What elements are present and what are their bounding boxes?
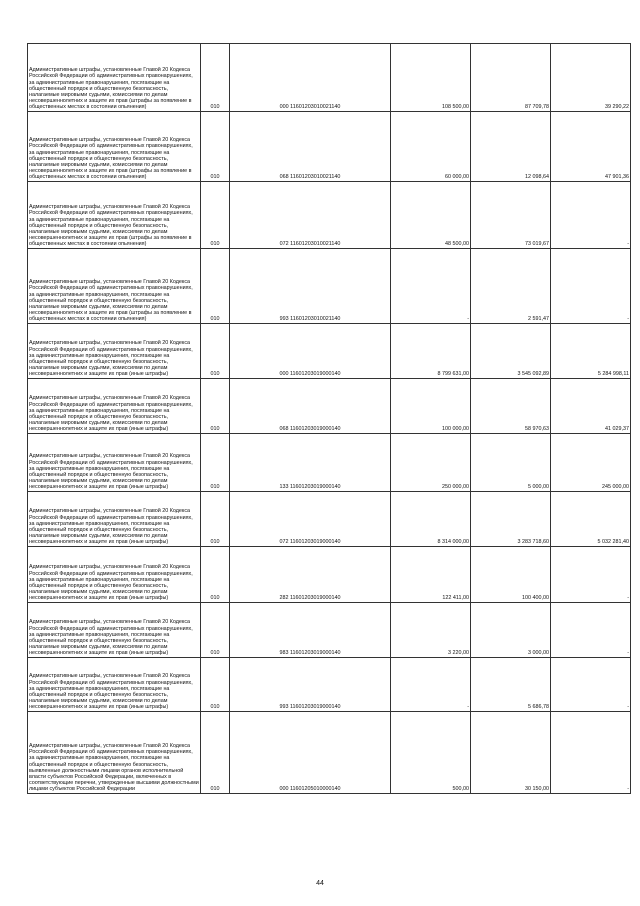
budget-code-cell: 068 11601203010021140 (230, 112, 391, 182)
executed-cell: 5 686,78 (471, 658, 551, 712)
table-row (28, 492, 631, 547)
approved-cell: 48 500,00 (391, 182, 471, 249)
description-text: Административные штрафы, установленные Главой 20 Кодекса Российской Федерации об административных правонарушениях, за административные правонарушения, посягающие на общественный порядок и общественную безопасность, налагаемые мировыми судьями, комиссиями по делам несовершеннолетних и защите их прав (штрафы за появление в общественных местах в состоянии опьянения) (29, 279, 193, 322)
table-row (28, 182, 631, 249)
budget-code-cell: 000 11601203019000140 (230, 324, 391, 379)
unexecuted-cell: - (551, 658, 631, 712)
row-description (28, 324, 201, 379)
budget-code-cell: 983 11601203019000140 (230, 603, 391, 658)
table-row (28, 249, 631, 324)
approved-cell: 500,00 (391, 712, 471, 794)
approved-cell: 8 799 631,00 (391, 324, 471, 379)
row-description (28, 182, 201, 249)
executed-cell: 3 000,00 (471, 603, 551, 658)
row-description (28, 379, 201, 434)
approved-cell: 8 314 000,00 (391, 492, 471, 547)
approved-cell: 3 220,00 (391, 603, 471, 658)
approved-cell: 60 000,00 (391, 112, 471, 182)
row-description (28, 492, 201, 547)
approved-cell: - (391, 249, 471, 324)
description-text: Административные штрафы, установленные Главой 20 Кодекса Российской Федерации об административных правонарушениях, за административные правонарушения, посягающие на общественный порядок и общественную безопасность, налагаемые мировыми судьями, комиссиями по делам несовершеннолетних и защите их прав (штрафы за появление в общественных местах в состоянии опьянения) (29, 137, 193, 180)
budget-code-cell: 072 11601203019000140 (230, 492, 391, 547)
line-code-cell: 010 (201, 112, 230, 182)
line-code-cell: 010 (201, 44, 230, 112)
description-text: Административные штрафы, установленные Главой 20 Кодекса Российской Федерации об административных правонарушениях, за административные правонарушения, посягающие на общественный порядок и общественную безопасность, налагаемые мировыми судьями, комиссиями по делам несовершеннолетних и защите их прав (иные штрафы) (29, 395, 193, 432)
approved-cell: - (391, 658, 471, 712)
row-description (28, 434, 201, 492)
table-row (28, 658, 631, 712)
line-code-cell: 010 (201, 547, 230, 603)
unexecuted-cell: 41 029,37 (551, 379, 631, 434)
row-description (28, 658, 201, 712)
table-row (28, 603, 631, 658)
row-description (28, 112, 201, 182)
budget-code-cell: 068 11601203019000140 (230, 379, 391, 434)
row-description (28, 603, 201, 658)
executed-cell: 58 970,63 (471, 379, 551, 434)
line-code-cell: 010 (201, 658, 230, 712)
executed-cell: 73 019,67 (471, 182, 551, 249)
report-sheet (27, 43, 629, 794)
unexecuted-cell: 39 290,22 (551, 44, 631, 112)
description-text: Административные штрафы, установленные Главой 20 Кодекса Российской Федерации об административных правонарушениях, за административные правонарушения, посягающие на общественный порядок и общественную безопасность, налагаемые мировыми судьями, комиссиями по делам несовершеннолетних и защите их прав (штрафы за появление в общественных местах в состоянии опьянения) (29, 204, 193, 247)
budget-code-cell: 000 11601203010021140 (230, 44, 391, 112)
unexecuted-cell: 47 901,36 (551, 112, 631, 182)
row-description (28, 547, 201, 603)
executed-cell: 3 283 718,60 (471, 492, 551, 547)
table-row (28, 379, 631, 434)
table-row (28, 44, 631, 112)
description-text: Административные штрафы, установленные Главой 20 Кодекса Российской Федерации об административных правонарушениях, за административные правонарушения, посягающие на общественный порядок и общественную безопасность, налагаемые мировыми судьями, комиссиями по делам несовершеннолетних и защите их прав (иные штрафы) (29, 453, 193, 490)
approved-cell: 108 500,00 (391, 44, 471, 112)
unexecuted-cell: - (551, 603, 631, 658)
line-code-cell: 010 (201, 324, 230, 379)
description-text: Административные штрафы, установленные Главой 20 Кодекса Российской Федерации об административных правонарушениях, за административные правонарушения, посягающие на общественный порядок и общественную безопасность, налагаемые мировыми судьями, комиссиями по делам несовершеннолетних и защите их прав (иные штрафы) (29, 340, 193, 377)
line-code-cell: 010 (201, 182, 230, 249)
description-text: Административные штрафы, установленные Главой 20 Кодекса Российской Федерации об административных правонарушениях, за административные правонарушения, посягающие на общественный порядок и общественную безопасность, налагаемые мировыми судьями, комиссиями по делам несовершеннолетних и защите их прав (иные штрафы) (29, 508, 193, 545)
executed-cell: 30 150,00 (471, 712, 551, 794)
approved-cell: 250 000,00 (391, 434, 471, 492)
line-code-cell: 010 (201, 434, 230, 492)
line-code-cell: 010 (201, 249, 230, 324)
unexecuted-cell: - (551, 712, 631, 794)
description-text: Административные штрафы, установленные Главой 20 Кодекса Российской Федерации об административных правонарушениях, за административные правонарушения, посягающие на общественный порядок и общественную безопасность, выявленные должностными лицами органов исполнительной власти субъектов Российской Федерации, включенных в соответствующие перечни, утвержденные высшими должностными лицами субъектов Российской Федерации (29, 743, 199, 792)
unexecuted-cell: - (551, 547, 631, 603)
unexecuted-cell: - (551, 182, 631, 249)
budget-code-cell: 133 11601203019000140 (230, 434, 391, 492)
revenue-table (27, 43, 631, 794)
description-text: Административные штрафы, установленные Главой 20 Кодекса Российской Федерации об административных правонарушениях, за административные правонарушения, посягающие на общественный порядок и общественную безопасность, налагаемые мировыми судьями, комиссиями по делам несовершеннолетних и защите их прав (иные штрафы) (29, 564, 193, 601)
description-text: Административные штрафы, установленные Главой 20 Кодекса Российской Федерации об административных правонарушениях, за административные правонарушения, посягающие на общественный порядок и общественную безопасность, налагаемые мировыми судьями, комиссиями по делам несовершеннолетних и защите их прав (иные штрафы) (29, 673, 193, 710)
table-row (28, 434, 631, 492)
revenue-table-body (28, 44, 631, 794)
line-code-cell: 010 (201, 712, 230, 794)
description-text: Административные штрафы, установленные Главой 20 Кодекса Российской Федерации об административных правонарушениях, за административные правонарушения, посягающие на общественный порядок и общественную безопасность, налагаемые мировыми судьями, комиссиями по делам несовершеннолетних и защите их прав (иные штрафы) (29, 619, 193, 656)
page-number: 44 (316, 880, 324, 887)
row-description (28, 44, 201, 112)
approved-cell: 100 000,00 (391, 379, 471, 434)
budget-code-cell: 993 11601203019000140 (230, 658, 391, 712)
budget-code-cell: 072 11601203010021140 (230, 182, 391, 249)
executed-cell: 5 000,00 (471, 434, 551, 492)
row-description (28, 712, 201, 794)
line-code-cell: 010 (201, 379, 230, 434)
row-description (28, 249, 201, 324)
budget-code-cell: 282 11601203019000140 (230, 547, 391, 603)
executed-cell: 12 098,64 (471, 112, 551, 182)
approved-cell: 122 411,00 (391, 547, 471, 603)
table-row (28, 112, 631, 182)
description-text: Административные штрафы, установленные Главой 20 Кодекса Российской Федерации об административных правонарушениях, за административные правонарушения, посягающие на общественный порядок и общественную безопасность, налагаемые мировыми судьями, комиссиями по делам несовершеннолетних и защите их прав (штрафы за появление в общественных местах в состоянии опьянения) (29, 67, 193, 110)
budget-code-cell: 993 11601203010021140 (230, 249, 391, 324)
executed-cell: 100 400,00 (471, 547, 551, 603)
table-row (28, 547, 631, 603)
unexecuted-cell: 5 284 998,11 (551, 324, 631, 379)
unexecuted-cell: - (551, 249, 631, 324)
table-row (28, 324, 631, 379)
unexecuted-cell: 5 032 281,40 (551, 492, 631, 547)
executed-cell: 87 709,78 (471, 44, 551, 112)
budget-code-cell: 000 11601205010000140 (230, 712, 391, 794)
executed-cell: 3 545 092,89 (471, 324, 551, 379)
unexecuted-cell: 245 000,00 (551, 434, 631, 492)
executed-cell: 2 591,47 (471, 249, 551, 324)
line-code-cell: 010 (201, 492, 230, 547)
line-code-cell: 010 (201, 603, 230, 658)
table-row (28, 712, 631, 794)
